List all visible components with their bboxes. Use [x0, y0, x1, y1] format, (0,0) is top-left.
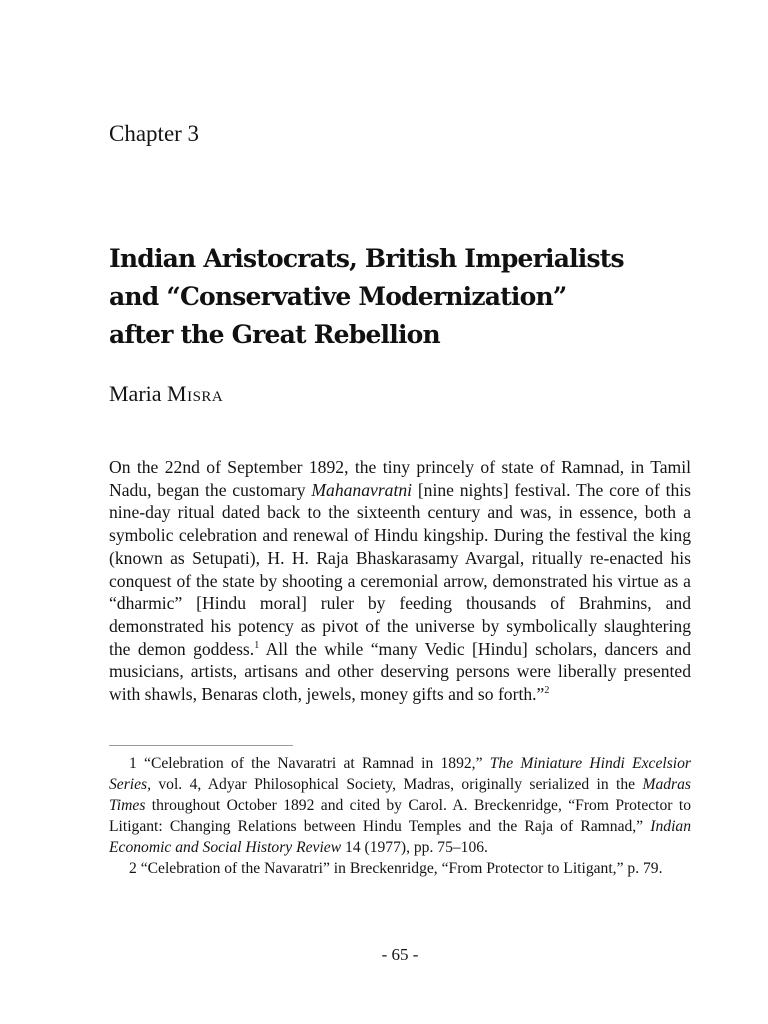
chapter-title — [109, 240, 709, 354]
footnote-separator — [109, 745, 293, 746]
footnote-text: “Celebration of the Navaratri” in Breckenridge, “From Protector to Litigant,” p. 79. — [136, 860, 663, 877]
author-given-name: Maria — [109, 381, 162, 406]
footnote-1 — [109, 753, 691, 858]
page-number: - 65 - — [381, 945, 419, 964]
footnote-number: 2 — [129, 860, 137, 877]
footnote-text: 14 (1977), pp. 75–106. — [341, 839, 488, 856]
footnote-number: 1 — [129, 755, 137, 772]
body-paragraph — [109, 456, 691, 706]
footnote-reference-2[interactable]: 2 — [544, 685, 550, 697]
body-text-segment: On the 22nd of September 1892, the tiny princely of state of Ramnad, in Tamil Nadu, began the customary — [109, 457, 691, 500]
author-family-name: Misra — [167, 381, 224, 406]
footnote-italic-title: Madras Times — [109, 776, 691, 814]
footnote-italic-title: Indian Economic and Social History Review — [109, 818, 691, 856]
chapter-title-line: and “Conservative Modernization” — [109, 282, 567, 311]
body-italic-term: Mahanavratni — [311, 479, 413, 500]
footnote-italic-title: The Miniature Hindi Excelsior Series, — [109, 755, 691, 793]
footnote-text: “Celebration of the Navaratri at Ramnad in 1892,” — [136, 755, 490, 772]
footnote-reference-1[interactable]: 1 — [254, 639, 260, 651]
chapter-title-line: after the Great Rebellion — [109, 320, 440, 349]
footnotes — [109, 753, 691, 879]
footnote-text: throughout October 1892 and cited by Carol. A. Breckenridge, “From Protector to Litigant: Changing Relations between Hindu Temples and the Raja of Ramnad,” — [109, 797, 691, 835]
author-name — [109, 380, 223, 408]
body-text-segment: All the while “many Vedic [Hindu] scholars, dancers and musicians, artists, artisans and other deserving persons were liberally presented with shawls, Benaras cloth, jewels, money gifts and so forth.” — [109, 638, 692, 705]
footnote-2 — [109, 858, 691, 879]
chapter-label: Chapter 3 — [109, 121, 200, 146]
footnote-text: vol. 4, Adyar Philosophical Society, Madras, originally serialized in the — [151, 776, 643, 793]
chapter-title-line: Indian Aristocrats, British Imperialists — [109, 244, 624, 273]
body-text-segment: [nine nights] festival. The core of this nine-day ritual dated back to the sixteenth century and was, in essence, both a symbolic celebration and renewal of Hindu kingship. During the festival the king (known as Setupati), H. H. Raja Bhaskarasamy Avargal, ritually re-enacted his conquest of the state by shooting a ceremonial arrow, demonstrated his virtue as a “dharmic” [Hindu moral] ruler by feeding thousands of Brahmins, and demonstrated his potency as pivot of the universe by symbolically slaughtering the demon goddess. — [109, 479, 692, 659]
